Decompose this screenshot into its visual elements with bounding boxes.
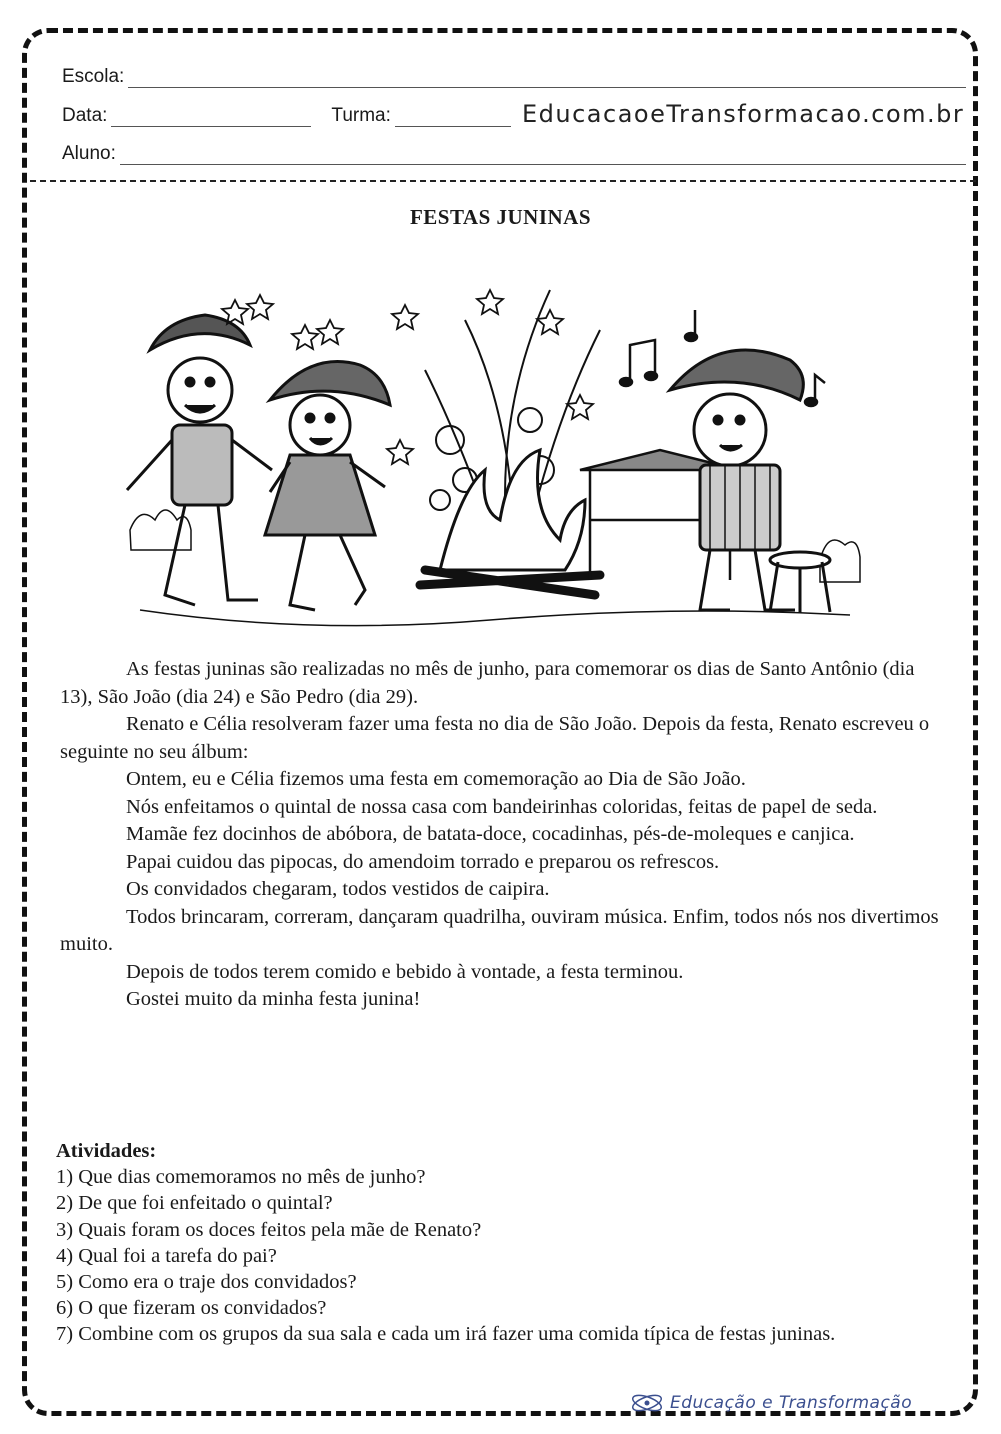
activity-item: 4) Qual foi a tarefa do pai? <box>56 1244 277 1267</box>
page-title: FESTAS JUNINAS <box>409 205 592 229</box>
school-label: Escola: <box>62 66 125 87</box>
story-paragraph: As festas juninas são realizadas no mês de junho, para comemorar os dias de Santo Antônio (dia 13), São João (dia 24) e São Pedro (dia 29). <box>60 658 915 708</box>
story-paragraph: Renato e Célia resolveram fazer uma festa no dia de São João. Depois da festa, Renato escreveu o seguinte no seu álbum: <box>60 713 930 763</box>
student-label: Aluno: <box>62 143 116 164</box>
date-row <box>62 105 511 127</box>
girl-dancer-icon <box>265 362 390 610</box>
school-line[interactable] <box>128 87 414 88</box>
date-line[interactable] <box>111 126 311 127</box>
accordion-player-icon <box>670 350 803 610</box>
story-text <box>60 656 940 1014</box>
footer-logo-text: Educação e Transformação <box>670 1393 913 1413</box>
header-separator <box>30 180 976 182</box>
orbit-logo-icon <box>630 1392 664 1414</box>
date-label: Data: <box>62 105 108 126</box>
student-line[interactable] <box>120 164 966 165</box>
story-paragraph: Nós enfeitamos o quintal de nossa casa com bandeirinhas coloridas, feitas de papel de seda. <box>126 795 878 818</box>
story-paragraph: Papai cuidou das pipocas, do amendoim torrado e preparou os refrescos. <box>126 850 720 873</box>
activity-item: 6) O que fizeram os convidados? <box>56 1297 327 1320</box>
story-paragraph: Mamãe fez docinhos de abóbora, de batata-doce, cocadinhas, pés-de-moleques e canjica. <box>126 823 855 845</box>
activity-item: 3) Quais foram os doces feitos pela mãe de Renato? <box>56 1218 482 1241</box>
bonfire-icon <box>420 450 600 595</box>
activity-item: 1) Que dias comemoramos no mês de junho? <box>56 1166 426 1189</box>
story-paragraph: Gostei muito da minha festa junina! <box>126 988 421 1010</box>
activities-section <box>56 1138 936 1348</box>
story-paragraph: Os convidados chegaram, todos vestidos de caipira. <box>126 878 550 900</box>
activity-item: 7) Combine com os grupos da sua sala e cada um irá fazer uma comida típica de festas juninas. <box>56 1323 836 1346</box>
festa-junina-illustration <box>110 240 870 640</box>
student-row <box>62 143 966 165</box>
footer-logo <box>630 1392 912 1414</box>
stars-icon <box>222 290 593 464</box>
activities-title: Atividades: <box>56 1140 157 1162</box>
class-line[interactable] <box>395 126 511 127</box>
story-paragraph: Ontem, eu e Célia fizemos uma festa em comemoração ao Dia de São João. <box>126 768 746 790</box>
story-paragraph: Depois de todos terem comido e bebido à vontade, a festa terminou. <box>126 960 684 983</box>
activity-item: 5) Como era o traje dos convidados? <box>56 1271 357 1294</box>
site-url: EducacaoeTransformacao.com.br <box>522 100 965 128</box>
school-line-ext <box>414 87 966 88</box>
school-row <box>62 66 966 88</box>
boy-dancer-icon <box>127 315 272 605</box>
activity-item: 2) De que foi enfeitado o quintal? <box>56 1192 333 1215</box>
story-paragraph: Todos brincaram, correram, dançaram quadrilha, ouviram música. Enfim, todos nós nos divertimos muito. <box>60 905 939 955</box>
class-label: Turma: <box>331 105 391 126</box>
